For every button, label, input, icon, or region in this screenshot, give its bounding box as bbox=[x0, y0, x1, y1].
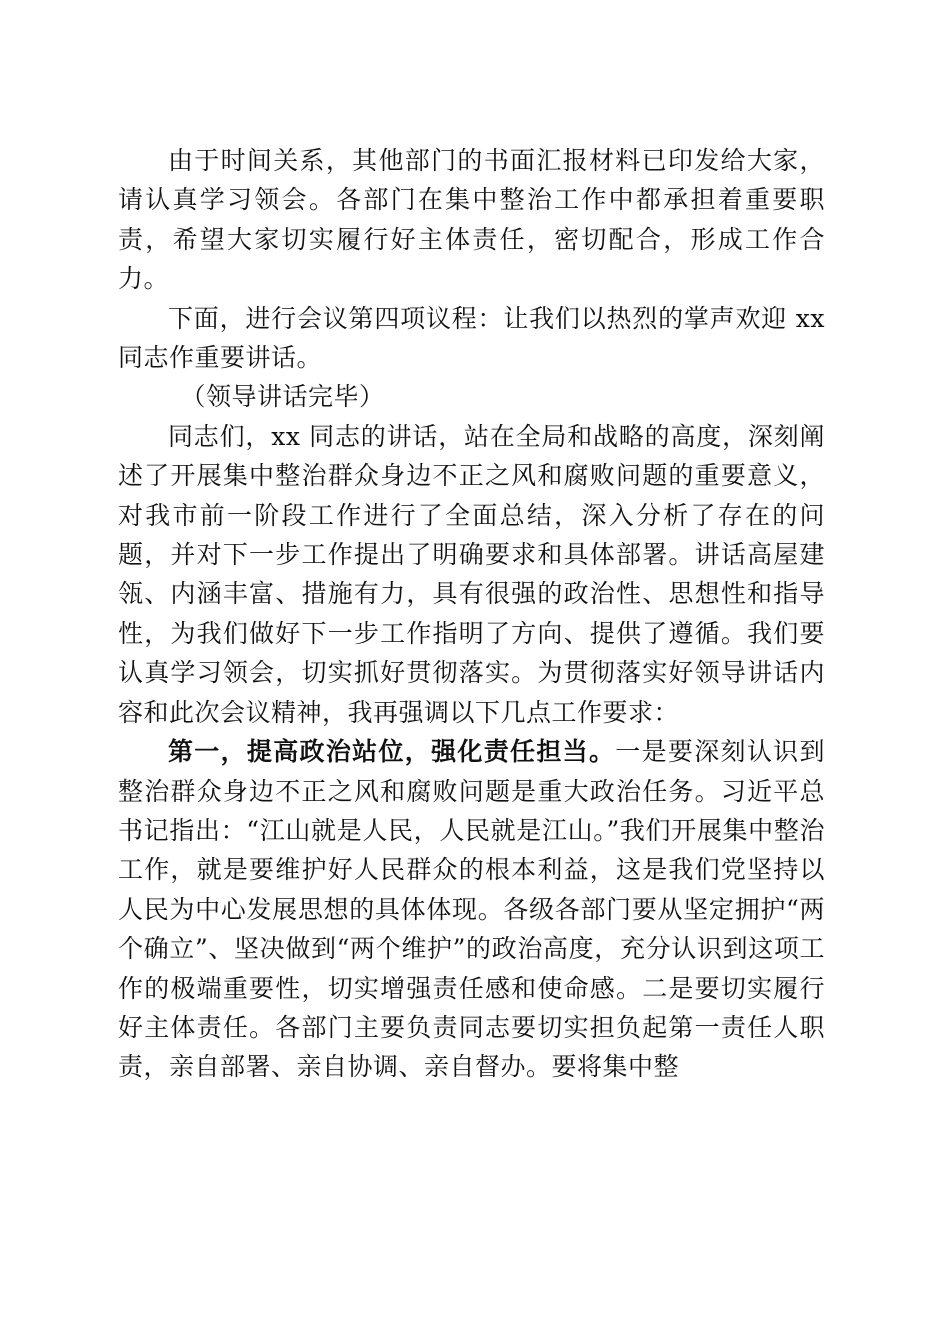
point-one-heading: 第一，提高政治站位，强化责任担当。 bbox=[168, 737, 616, 767]
paragraph-speech-finished-note: （领导讲话完毕） bbox=[180, 382, 385, 412]
paragraph-agenda-item-four: 下面，进行会议第四项议程：让我们以热烈的掌声欢迎 xx 同志作重要讲话。 bbox=[118, 303, 825, 373]
paragraph-speech-summary: 同志们，xx 同志的讲话，站在全局和战略的高度，深刻阐述了开展集中整治群众身边不正之风和腐败问题的重要意义，对我市前一阶段工作进行了全面总结，深入分析了存在的问题，并对下一步工作提出了明确要求和具体部署。讲话高屋建瓴、内涵丰富、措施有力，具有很强的政治性、思想性和指导性，为我们做好下一步工作指明了方向、提供了遵循。我们要认真学习领会，切实抓好贯彻落实。为贯彻落实好领导讲话内容和此次会议精神，我再强调以下几点工作要求： bbox=[118, 421, 825, 727]
document-body bbox=[118, 141, 825, 1087]
point-one-body: 一是要深刻认识到整治群众身边不正之风和腐败问题是重大政治任务。习近平总书记指出：“江山就是人民，人民就是江山。”我们开展集中整治工作，就是要维护好人民群众的根本利益，这是我们党坚持以人民为中心发展思想的具体体现。各级各部门要从坚定拥护“两个确立”、坚决做到“两个维护”的政治高度，充分认识到这项工作的极端重要性，切实增强责任感和使命感。二是要切实履行好主体责任。各部门主要负责同志要切实担负起第一责任人职责，亲自部署、亲自协调、亲自督办。要将集中整 bbox=[118, 737, 825, 1082]
paragraph-point-one bbox=[118, 732, 825, 1087]
paragraph-written-reports: 由于时间关系，其他部门的书面汇报材料已印发给大家，请认真学习领会。各部门在集中整治工作中都承担着重要职责，希望大家切实履行好主体责任，密切配合，形成工作合力。 bbox=[118, 146, 825, 294]
